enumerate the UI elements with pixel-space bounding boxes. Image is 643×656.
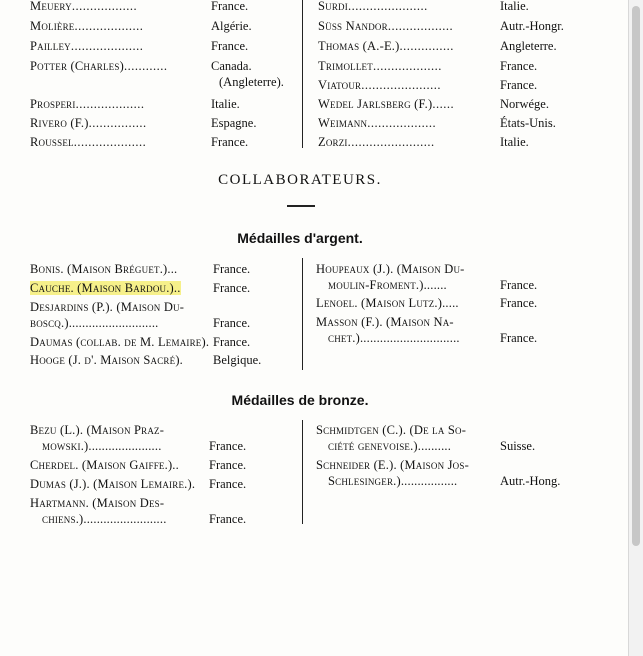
list-item-continuation: chiens.)......................... — [42, 512, 167, 526]
country-label: France. — [213, 335, 251, 349]
list-item: Desjardins (P.). (Maison Du- — [30, 300, 185, 314]
list-item: Hartmann. (Maison Des- — [30, 496, 165, 510]
list-item: Viatour...................... — [318, 78, 442, 92]
country-label: Italie. — [500, 135, 529, 149]
list-item: Hooge (J. d'. Maison Sacré). — [30, 353, 184, 367]
country-label: Italie. — [500, 0, 529, 13]
list-item: Potter (Charles)............ — [30, 59, 168, 73]
country-label: Belgique. — [213, 353, 262, 367]
list-item: Weimann................... — [318, 116, 437, 130]
list-item: Wedel Jarlsberg (F.)...... — [318, 97, 455, 111]
list-item: Lenoel. (Maison Lutz.)..... — [316, 296, 459, 310]
list-item: Dumas (J.). (Maison Lemaire.). — [30, 477, 196, 491]
country-label: France. — [211, 0, 249, 13]
column-divider — [302, 258, 303, 370]
list-item: Masson (F.). (Maison Na- — [316, 315, 454, 329]
list-item: Süss Nandor.................. — [318, 19, 454, 33]
list-item: Meuery.................. — [30, 0, 138, 13]
list-item: Cauche. (Maison Bardou.).. — [30, 281, 181, 295]
country-label: Suisse. — [500, 439, 536, 453]
country-label: France. — [213, 281, 251, 295]
country-label: Autr.-Hong. — [500, 474, 561, 488]
country-label: (Angleterre). — [219, 75, 284, 89]
country-label: Autr.-Hongr. — [500, 19, 564, 33]
country-label: France. — [500, 331, 538, 345]
list-item-continuation: moulin-Froment.)....... — [328, 278, 447, 292]
section-heading: COLLABORATEURS. — [218, 172, 382, 188]
country-label: Norwége. — [500, 97, 549, 111]
country-label: France. — [500, 278, 538, 292]
country-label: France. — [211, 135, 249, 149]
list-item: Bezu (L.). (Maison Praz- — [30, 423, 165, 437]
country-label: France. — [213, 316, 251, 330]
list-item: Roussel.................... — [30, 135, 147, 149]
country-label: France. — [213, 262, 251, 276]
list-item: Trimollet................... — [318, 59, 442, 73]
column-divider — [302, 420, 303, 524]
country-label: France. — [500, 296, 538, 310]
country-label: Angleterre. — [500, 39, 557, 53]
country-label: Algérie. — [211, 19, 252, 33]
country-label: France. — [500, 78, 538, 92]
country-label: Espagne. — [211, 116, 257, 130]
list-item: Daumas (collab. de M. Lemaire). — [30, 335, 210, 349]
list-item-continuation: boscq.)........................... — [30, 316, 159, 330]
list-item: Thomas (A.-E.)............... — [318, 39, 454, 53]
list-item: Surdi...................... — [318, 0, 428, 13]
country-label: France. — [209, 439, 247, 453]
country-label: États-Unis. — [500, 116, 556, 130]
list-item: Prosperi................... — [30, 97, 145, 111]
list-item: Cherdel. (Maison Gaiffe.).. — [30, 458, 179, 472]
country-label: Canada. — [211, 59, 252, 73]
country-label: France. — [209, 512, 247, 526]
heading-rule — [287, 205, 315, 207]
country-label: France. — [209, 458, 247, 472]
list-item-continuation: Schlesinger.)................. — [328, 474, 458, 488]
country-label: Italie. — [211, 97, 240, 111]
list-item: Houpeaux (J.). (Maison Du- — [316, 262, 465, 276]
list-item-continuation: chet.).............................. — [328, 331, 460, 345]
list-item: Rivero (F.)................ — [30, 116, 147, 130]
list-item: Zorzi........................ — [318, 135, 435, 149]
list-item-continuation: mowski.)...................... — [42, 439, 162, 453]
country-label: France. — [209, 477, 247, 491]
silver-medals-title: Médailles d'argent. — [237, 230, 363, 246]
country-label: France. — [500, 59, 538, 73]
list-item: Schneider (E.). (Maison Jos- — [316, 458, 469, 472]
list-item: Schmidtgen (C.). (De la So- — [316, 423, 467, 437]
bronze-medals-title: Médailles de bronze. — [231, 392, 369, 408]
scrollbar-thumb[interactable] — [632, 6, 640, 546]
column-divider — [302, 0, 303, 148]
list-item: Bonis. (Maison Bréguet.)... — [30, 262, 178, 276]
vertical-scrollbar[interactable] — [628, 0, 643, 656]
list-item: Molière................... — [30, 19, 144, 33]
country-label: France. — [211, 39, 249, 53]
list-item-continuation: ciété genevoise.).......... — [328, 439, 452, 453]
list-item: Pailley.................... — [30, 39, 144, 53]
